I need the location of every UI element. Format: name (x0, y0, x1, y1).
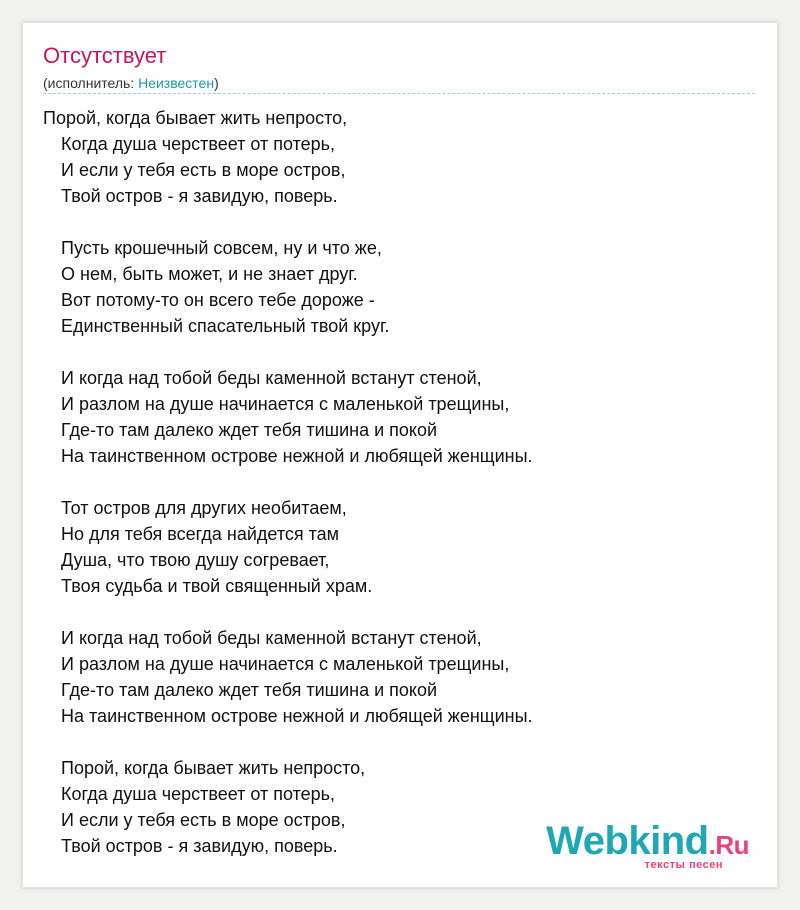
lyric-line: На таинственном острове нежной и любящей женщины. (61, 446, 533, 466)
lyric-line: Пусть крошечный совсем, ну и что же, (61, 238, 382, 258)
lyric-line: И если у тебя есть в море остров, (61, 160, 346, 180)
lyrics-text (43, 105, 743, 859)
lyric-line: Когда душа черствеет от потерь, (61, 784, 336, 804)
lyric-line: И если у тебя есть в море остров, (61, 810, 346, 830)
lyric-line: Душа, что твою душу согревает, (61, 550, 330, 570)
lyric-line: Единственный спасательный твой круг. (61, 316, 390, 336)
lyric-line: О нем, быть может, и не знает друг. (61, 264, 358, 284)
lyric-line: Но для тебя всегда найдется там (61, 524, 340, 544)
logo-tagline: тексты песен (644, 859, 723, 871)
lyrics-card (22, 22, 778, 888)
lyric-line: Тот остров для других необитаем, (61, 498, 347, 518)
logo-name: Webkind (546, 819, 709, 863)
lyric-line: И разлом на душе начинается с маленькой трещины, (61, 654, 510, 674)
site-logo[interactable] (546, 819, 749, 871)
stanza-gap (43, 599, 743, 625)
lyric-line: Твой остров - я завидую, поверь. (61, 836, 338, 856)
stanza-gap (43, 209, 743, 235)
lyric-line: Где-то там далеко ждет тебя тишина и покой (61, 420, 438, 440)
title-divider (43, 93, 755, 94)
lyric-line: Вот потому-то он всего тебе дороже - (61, 290, 375, 310)
artist-prefix: (исполнитель: (43, 75, 139, 91)
lyric-line: Когда душа черствеет от потерь, (61, 134, 336, 154)
stanza-gap (43, 729, 743, 755)
lyric-line: Твоя судьба и твой священный храм. (61, 576, 373, 596)
logo-tld: .Ru (708, 830, 749, 860)
song-title: Отсутствует (43, 43, 167, 68)
artist-suffix: ) (214, 75, 219, 91)
lyric-line: Порой, когда бывает жить непросто, (43, 108, 348, 128)
lyric-line: И когда над тобой беды каменной встанут стеной, (61, 628, 482, 648)
stanza-gap (43, 469, 743, 495)
artist-link[interactable]: Неизвестен (138, 75, 215, 91)
lyric-line: Твой остров - я завидую, поверь. (61, 186, 338, 206)
stanza-gap (43, 339, 743, 365)
artist-line (43, 74, 219, 92)
lyric-line: Порой, когда бывает жить непросто, (61, 758, 366, 778)
lyric-line: И когда над тобой беды каменной встанут стеной, (61, 368, 482, 388)
lyric-line: На таинственном острове нежной и любящей женщины. (61, 706, 533, 726)
lyric-line: И разлом на душе начинается с маленькой трещины, (61, 394, 510, 414)
lyric-line: Где-то там далеко ждет тебя тишина и покой (61, 680, 438, 700)
